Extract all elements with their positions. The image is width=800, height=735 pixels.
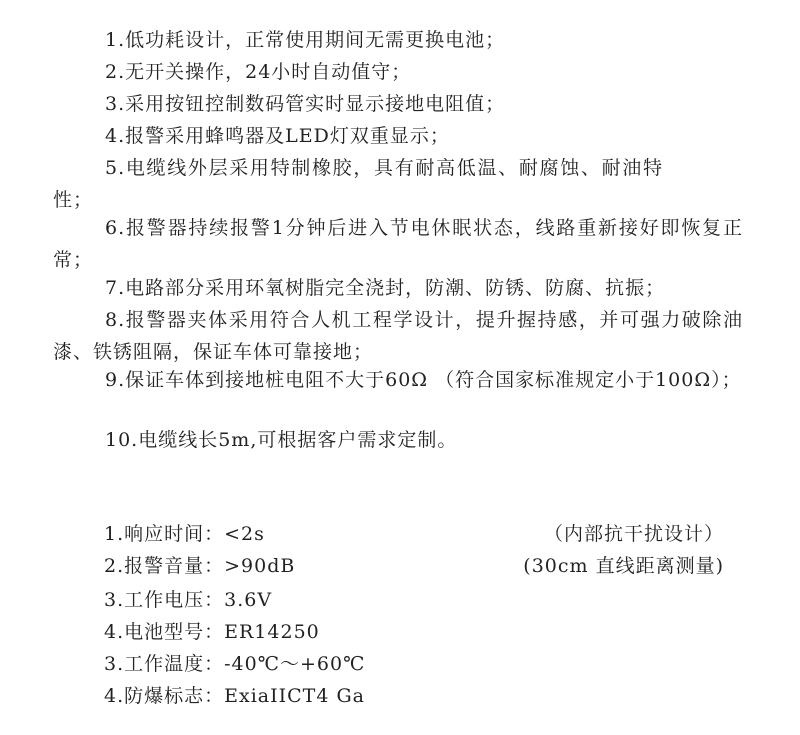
- feature-item-8: 8.报警器夹体采用符合人机工程学设计，提升握持感，并可强力破除油漆、铁锈阻隔，保证车体可靠接地；: [53, 309, 743, 363]
- spec-text: 4.电池型号：ER14250: [104, 621, 320, 643]
- spec-text: 4.防爆标志：ExiaIICT4 Ga: [104, 685, 365, 707]
- feature-item-10: 10.电缆线长5m,可根据客户需求定制。: [105, 429, 458, 451]
- spec-text: 3.工作电压：3.6V: [104, 589, 273, 611]
- spec-row-1: [104, 518, 724, 550]
- feature-item-4: 4.报警采用蜂鸣器及LED灯双重显示；: [105, 125, 450, 147]
- spec-row-6: [104, 680, 724, 712]
- spec-row-5: [104, 648, 724, 680]
- spec-row-3: [104, 584, 724, 616]
- spec-note: （内部抗干扰设计）: [543, 523, 724, 545]
- feature-item-7: 7.电路部分采用环氧树脂完全浇封，防潮、防锈、防腐、抗振；: [105, 277, 666, 299]
- spec-row-4: [104, 616, 724, 648]
- feature-item-3: 3.采用按钮控制数码管实时显示接地电阻值；: [105, 93, 506, 115]
- spec-text: 3.工作温度：-40℃～+60℃: [104, 653, 366, 675]
- feature-item-9: 9.保证车体到接地桩电阻不大于60Ω （符合国家标准规定小于100Ω）；: [105, 369, 742, 391]
- spec-row-2: [104, 550, 724, 582]
- feature-item-6: 6.报警器持续报警1分钟后进入节电休眠状态，线路重新接好即恢复正常；: [53, 217, 743, 271]
- feature-item-1: 1.低功耗设计，正常使用期间无需更换电池；: [105, 29, 506, 51]
- feature-item-5: 5.电缆线外层采用特制橡胶，具有耐高低温、耐腐蚀、耐油特性；: [53, 157, 663, 211]
- feature-item-2: 2.无开关操作，24小时自动值守；: [105, 61, 412, 83]
- spec-text: 1.响应时间：<2s: [104, 523, 265, 545]
- spec-text: 2.报警音量：>90dB: [104, 555, 296, 577]
- spec-note: (30cm 直线距离测量): [523, 555, 724, 577]
